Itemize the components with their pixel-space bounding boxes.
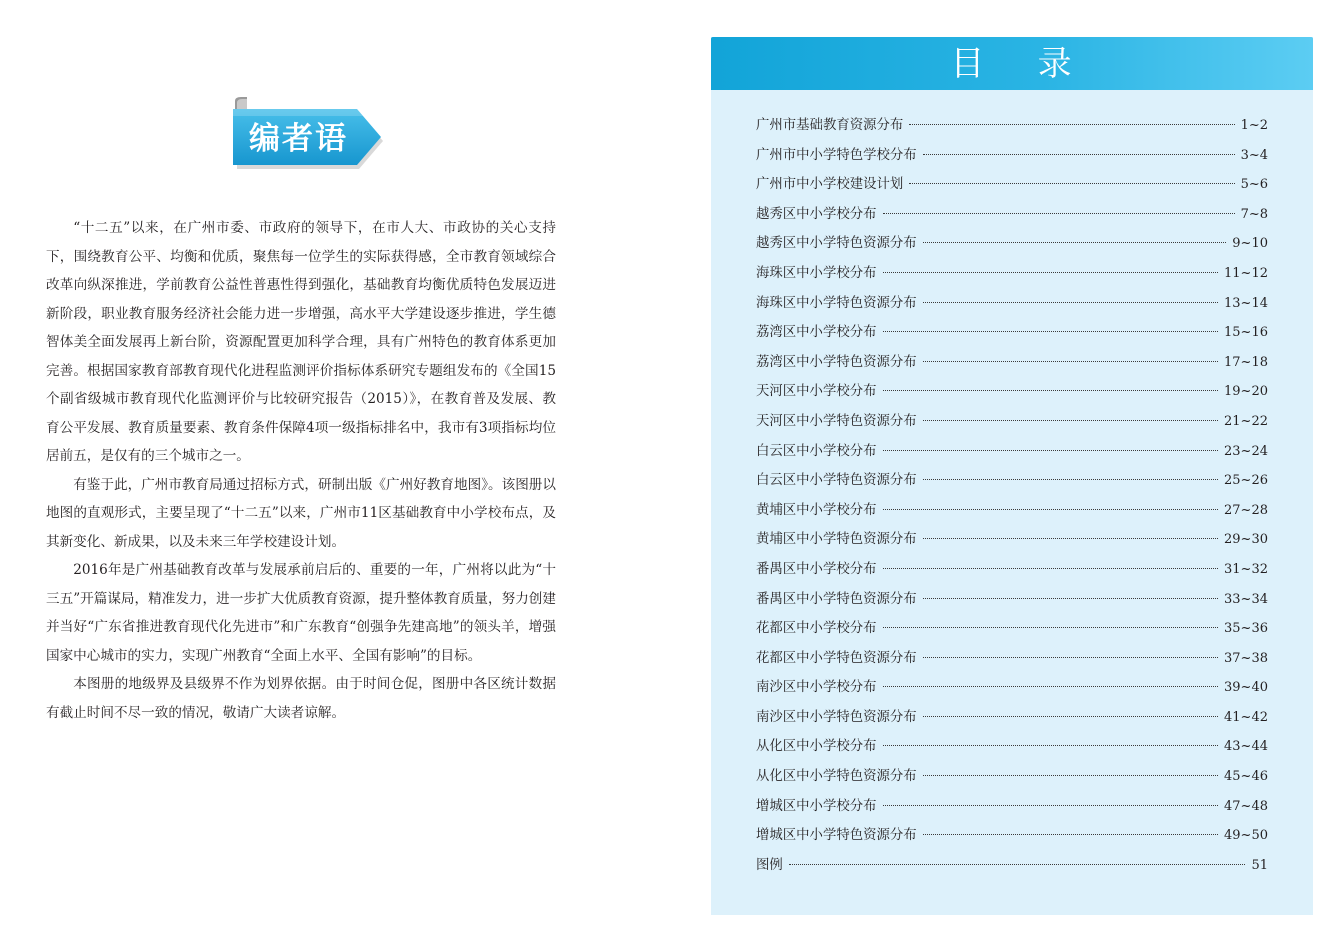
- toc-entry[interactable]: [756, 232, 1268, 262]
- toc-entry-label: 白云区中小学校分布: [756, 443, 877, 459]
- toc-entry-label: 番禺区中小学校分布: [756, 561, 877, 577]
- toc-entry-label: 海珠区中小学校分布: [756, 265, 877, 281]
- toc-entry-pages: 47~48: [1224, 798, 1268, 814]
- toc-entry-label: 越秀区中小学校分布: [756, 206, 877, 222]
- toc-entry-pages: 11~12: [1224, 265, 1268, 281]
- toc-entry-pages: 33~34: [1224, 591, 1268, 607]
- toc-entry[interactable]: [756, 469, 1268, 499]
- toc-entry-pages: 35~36: [1224, 621, 1268, 637]
- toc-entry-pages: 15~16: [1224, 325, 1268, 341]
- toc-entry[interactable]: [756, 854, 1268, 884]
- toc-dot-leader: [923, 153, 1235, 155]
- toc-entry[interactable]: [756, 706, 1268, 736]
- toc-entry-pages: 27~28: [1224, 502, 1268, 518]
- toc-entry-label: 越秀区中小学特色资源分布: [756, 236, 917, 252]
- toc-entry[interactable]: [756, 558, 1268, 588]
- toc-entry-label: 天河区中小学特色资源分布: [756, 413, 917, 429]
- toc-entry-label: 天河区中小学校分布: [756, 384, 877, 400]
- preface-title: 编者语: [249, 121, 348, 157]
- toc-dot-leader: [883, 804, 1219, 806]
- toc-dot-leader: [923, 715, 1218, 717]
- toc-dot-leader: [883, 212, 1235, 214]
- toc-entry-label: 从化区中小学校分布: [756, 739, 877, 755]
- toc-entry-pages: 13~14: [1224, 295, 1268, 311]
- toc-entry[interactable]: [756, 647, 1268, 677]
- toc-dot-leader: [883, 626, 1219, 628]
- toc-dot-leader: [909, 182, 1234, 184]
- toc-entry-pages: 5~6: [1240, 177, 1268, 193]
- toc-entry[interactable]: [756, 588, 1268, 618]
- toc-dot-leader: [909, 123, 1234, 125]
- toc-dot-leader: [883, 330, 1219, 332]
- toc-entry-label: 南沙区中小学校分布: [756, 680, 877, 696]
- toc-entry[interactable]: [756, 499, 1268, 529]
- toc-entry[interactable]: [756, 824, 1268, 854]
- toc-dot-leader: [883, 449, 1219, 451]
- toc-entry[interactable]: [756, 676, 1268, 706]
- toc-entry[interactable]: [756, 114, 1268, 144]
- toc-title: 目 录: [950, 44, 1074, 84]
- toc-dot-leader: [883, 508, 1219, 510]
- toc-entry-label: 南沙区中小学特色资源分布: [756, 709, 917, 725]
- toc-entry[interactable]: [756, 528, 1268, 558]
- toc-entry[interactable]: [756, 735, 1268, 765]
- toc-entry-label: 广州市中小学校建设计划: [756, 177, 904, 193]
- toc-entry[interactable]: [756, 321, 1268, 351]
- toc-list: [756, 114, 1268, 883]
- toc-dot-leader: [789, 863, 1246, 865]
- toc-entry-pages: 51: [1251, 857, 1268, 873]
- toc-entry-pages: 39~40: [1224, 680, 1268, 696]
- toc-entry[interactable]: [756, 203, 1268, 233]
- preface-paragraph: 本图册的地级界及县级界不作为划界依据。由于时间仓促，图册中各区统计数据有截止时间不尽一致的情况，敬请广大读者谅解。: [46, 676, 556, 721]
- toc-entry-label: 从化区中小学特色资源分布: [756, 769, 917, 785]
- toc-dot-leader: [923, 360, 1218, 362]
- toc-entry-label: 花都区中小学特色资源分布: [756, 650, 917, 666]
- toc-entry-pages: 23~24: [1224, 443, 1268, 459]
- toc-entry-label: 花都区中小学校分布: [756, 621, 877, 637]
- toc-dot-leader: [923, 597, 1218, 599]
- toc-entry[interactable]: [756, 173, 1268, 203]
- toc-entry-pages: 41~42: [1224, 709, 1268, 725]
- toc-entry-label: 白云区中小学特色资源分布: [756, 473, 917, 489]
- toc-entry[interactable]: [756, 765, 1268, 795]
- toc-entry[interactable]: [756, 617, 1268, 647]
- toc-entry-pages: 19~20: [1224, 384, 1268, 400]
- preface-paragraph: 有鉴于此，广州市教育局通过招标方式，研制出版《广州好教育地图》。该图册以地图的直观形式，主要呈现了“十二五”以来，广州市11区基础教育中小学校布点，及其新变化、新成果，以及未来三年学校建设计划。: [46, 476, 556, 550]
- table-of-contents: [711, 37, 1313, 915]
- toc-entry[interactable]: [756, 410, 1268, 440]
- toc-entry-pages: 37~38: [1224, 650, 1268, 666]
- toc-dot-leader: [923, 774, 1218, 776]
- toc-dot-leader: [883, 567, 1219, 569]
- toc-entry[interactable]: [756, 144, 1268, 174]
- toc-dot-leader: [923, 241, 1227, 243]
- toc-dot-leader: [923, 419, 1218, 421]
- preface-paragraph: “十二五”以来，在广州市委、市政府的领导下，在市人大、市政协的关心支持下，围绕教育公平、均衡和优质，聚焦每一位学生的实际获得感，全市教育领域综合改革向纵深推进，学前教育公益性普惠性得到强化，基础教育均衡优质特色发展迈进新阶段，职业教育服务经济社会能力进一步增强，高水平大学建设逐步推进，学生德智体美全面发展再上新台阶，资源配置更加科学合理，具有广州特色的教育体系更加完善。根据国家教育部教育现代化进程监测评价指标体系研究专题组发布的《全国15个副省级城市教育现代化监测评价与比较研究报告（2015）》，在教育普及发展、教育公平发展、教育质量要素、教育条件保障4项一级指标排名中，我市有3项指标均位居前五，是仅有的三个城市之一。: [46, 220, 556, 464]
- toc-entry-pages: 31~32: [1224, 561, 1268, 577]
- toc-entry-pages: 21~22: [1224, 413, 1268, 429]
- preface-paragraph: 2016年是广州基础教育改革与发展承前启后的、重要的一年，广州将以此为“十三五”开篇谋局，精准发力，进一步扩大优质教育资源，提升整体教育质量，努力创建并当好“广东省推进教育现代化先进市”和广东教育“创强争先建高地”的领头羊，增强国家中心城市的实力，实现广州教育“全面上水平、全国有影响”的目标。: [46, 562, 556, 664]
- toc-entry-label: 荔湾区中小学特色资源分布: [756, 354, 917, 370]
- toc-entry-label: 黄埔区中小学特色资源分布: [756, 532, 917, 548]
- toc-entry[interactable]: [756, 440, 1268, 470]
- toc-dot-leader: [883, 389, 1219, 391]
- preface-badge: [229, 97, 389, 173]
- toc-entry-pages: 45~46: [1224, 769, 1268, 785]
- toc-entry-pages: 17~18: [1224, 354, 1268, 370]
- toc-entry-pages: 7~8: [1240, 206, 1268, 222]
- toc-entry[interactable]: [756, 262, 1268, 292]
- toc-dot-leader: [883, 744, 1219, 746]
- toc-entry-label: 广州市中小学特色学校分布: [756, 147, 917, 163]
- toc-entry[interactable]: [756, 380, 1268, 410]
- toc-dot-leader: [923, 833, 1218, 835]
- toc-dot-leader: [923, 301, 1218, 303]
- toc-entry-pages: 43~44: [1224, 739, 1268, 755]
- toc-entry-pages: 29~30: [1224, 532, 1268, 548]
- toc-entry[interactable]: [756, 292, 1268, 322]
- toc-entry-label: 广州市基础教育资源分布: [756, 118, 904, 133]
- toc-entry-pages: 9~10: [1232, 236, 1268, 252]
- toc-header: [711, 37, 1313, 90]
- toc-entry-label: 图例: [756, 857, 783, 873]
- toc-dot-leader: [883, 685, 1219, 687]
- toc-entry-pages: 3~4: [1240, 147, 1268, 163]
- toc-entry[interactable]: [756, 351, 1268, 381]
- toc-entry-pages: 49~50: [1224, 828, 1268, 844]
- toc-entry-label: 黄埔区中小学校分布: [756, 502, 877, 518]
- toc-entry-label: 增城区中小学校分布: [756, 798, 877, 814]
- toc-entry-label: 荔湾区中小学校分布: [756, 325, 877, 341]
- toc-entry-label: 增城区中小学特色资源分布: [756, 828, 917, 844]
- toc-dot-leader: [923, 537, 1218, 539]
- toc-entry-pages: 25~26: [1224, 473, 1268, 489]
- toc-dot-leader: [923, 656, 1218, 658]
- preface-body: [46, 214, 556, 727]
- toc-dot-leader: [923, 478, 1218, 480]
- toc-dot-leader: [883, 271, 1219, 273]
- toc-entry-label: 海珠区中小学特色资源分布: [756, 295, 917, 311]
- toc-entry[interactable]: [756, 795, 1268, 825]
- toc-entry-label: 番禺区中小学特色资源分布: [756, 591, 917, 607]
- toc-entry-pages: 1~2: [1240, 118, 1268, 133]
